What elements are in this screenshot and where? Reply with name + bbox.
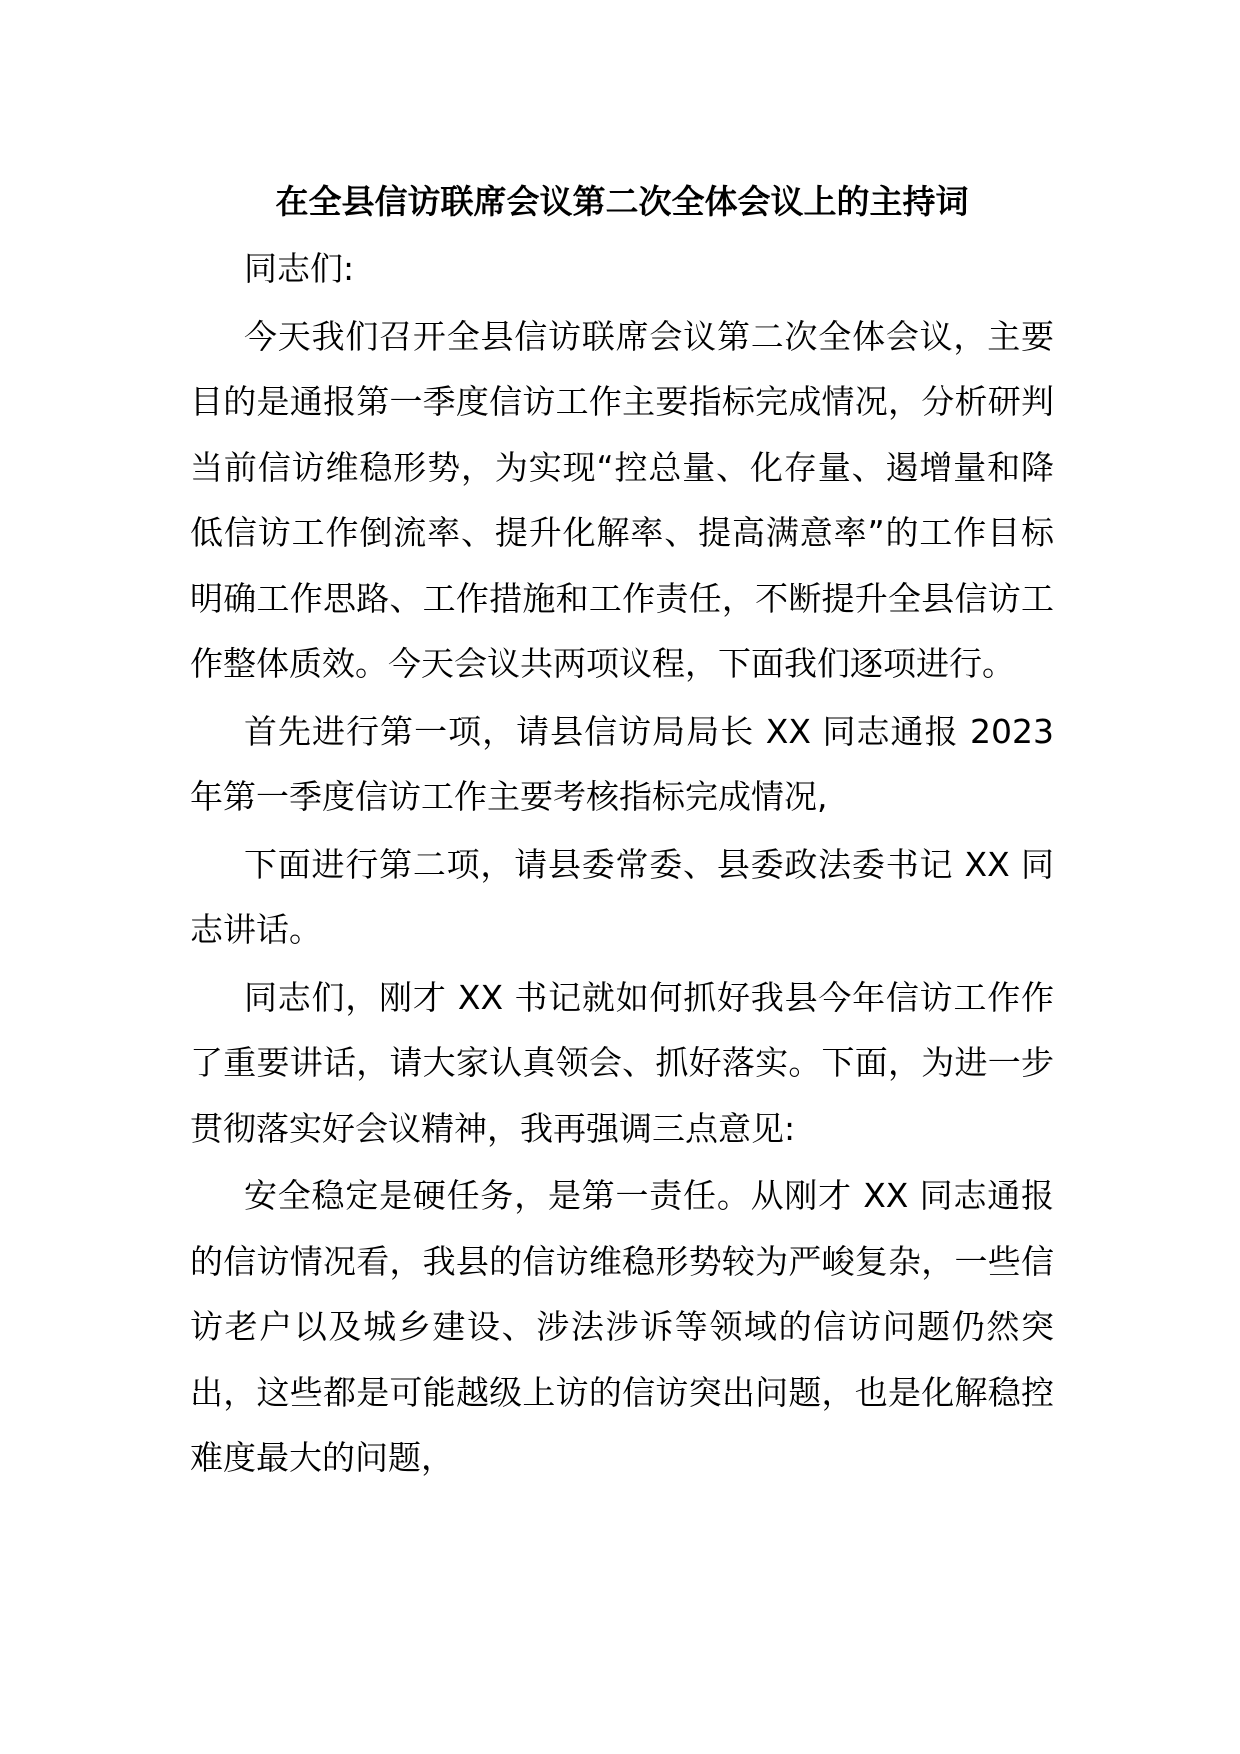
paragraph-summary: 同志们，刚才 XX 书记就如何抓好我县今年信访工作作了重要讲话，请大家认真领会、抓好落实。下面，为进一步贯彻落实好会议精神，我再强调三点意见: <box>190 977 1054 1148</box>
document-title: 在全县信访联席会议第二次全体会议上的主持词 <box>275 182 969 221</box>
paragraph-point-1: 安全稳定是硬任务，是第一责任。从刚才 XX 同志通报的信访情况看，我县的信访维稳形势较为严峻复杂，一些信访老户以及城乡建设、涉法涉诉等领域的信访问题仍然突出，这些都是可能越级上访的信访突出问题，也是化解稳控难度最大的问题， <box>190 1176 1054 1477</box>
paragraph-greeting: 同志们: <box>244 249 355 288</box>
document-body <box>190 168 1054 1493</box>
paragraph-opening: 今天我们召开全县信访联席会议第二次全体会议，主要目的是通报第一季度信访工作主要指标完成情况，分析研判当前信访维稳形势，为实现“控总量、化存量、遏增量和降低信访工作倒流率、提升化解率、提高满意率”的工作目标明确工作思路、工作措施和工作责任，不断提升全县信访工作整体质效。今天会议共两项议程，下面我们逐项进行。 <box>190 316 1054 683</box>
paragraph-agenda-item-2: 下面进行第二项，请县委常委、县委政法委书记 XX 同志讲话。 <box>190 844 1054 949</box>
paragraph-agenda-item-1: 首先进行第一项，请县信访局局长 XX 同志通报 2023 年第一季度信访工作主要考核指标完成情况, <box>190 711 1054 816</box>
